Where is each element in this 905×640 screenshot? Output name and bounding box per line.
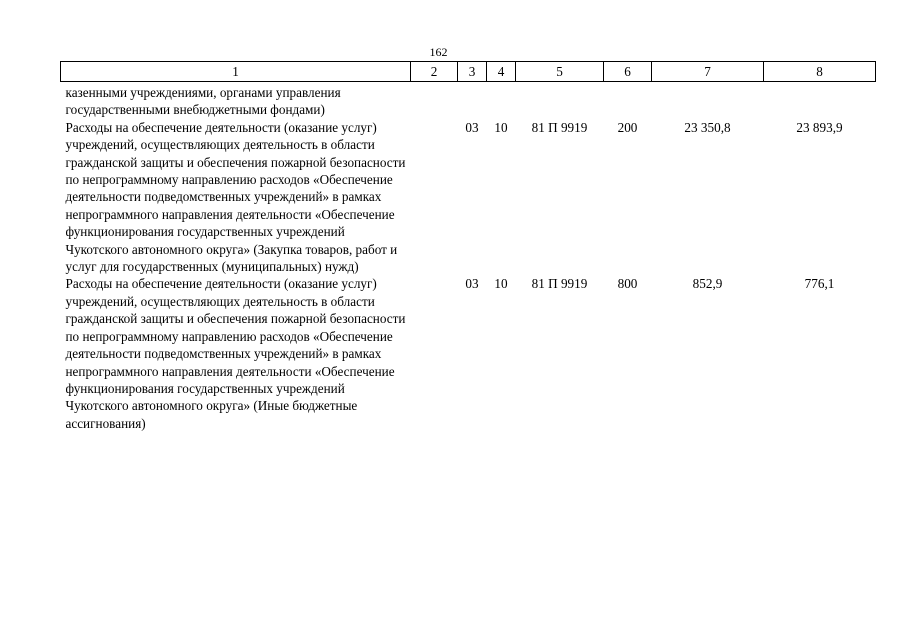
table-row: [61, 82, 876, 119]
row-section: 03: [465, 276, 479, 292]
column-header-6: 6: [604, 62, 652, 82]
table-body: [61, 82, 876, 433]
row-target-code: 81 П 9919: [531, 119, 588, 135]
budget-table: [60, 61, 876, 432]
column-header-4: 4: [487, 62, 516, 82]
column-header-3: 3: [458, 62, 487, 82]
row-expense-type: 200: [617, 119, 638, 135]
table-row: [61, 119, 876, 276]
table-header: [61, 62, 876, 82]
row-subsection: 10: [494, 119, 508, 135]
row-col2: [411, 82, 458, 119]
row-amount-1: 23 350,8: [684, 119, 731, 135]
row-col2: [411, 275, 458, 432]
row-description: Расходы на обеспечение деятельности (оказание услуг) учреждений, осуществляющих деятельность в области гражданской защиты и обеспечения пожарной безопасности по непрограммному направлению расходов «Обеспечение деятельности подведомственных учреждений» в рамках непрограммного направления деятельности «Обеспечение функционирования государственных учреждений Чукотского автономного округа» (Закупка товаров, работ и услуг для государственных (муниципальных) нужд): [65, 119, 406, 275]
page-number: 162: [429, 45, 448, 59]
column-header-8: 8: [764, 62, 876, 82]
row-amount-1: [652, 82, 764, 119]
column-header-2: 2: [411, 62, 458, 82]
row-target-code: 81 П 9919: [531, 276, 588, 292]
row-subsection: 10: [494, 276, 508, 292]
row-subsection: [487, 82, 516, 119]
table-row: [61, 275, 876, 432]
row-section: 03: [465, 119, 479, 135]
row-description: казенными учреждениями, органами управления государственными внебюджетными фондами): [65, 85, 341, 118]
row-description: Расходы на обеспечение деятельности (оказание услуг) учреждений, осуществляющих деятельность в области гражданской защиты и обеспечения пожарной безопасности по непрограммному направлению расходов «Обеспечение деятельности подведомственных учреждений» в рамках непрограммного направления деятельности «Обеспечение функционирования государственных учреждений Чукотского автономного округа» (Иные бюджетные ассигнования): [65, 276, 406, 431]
column-header-5: 5: [516, 62, 604, 82]
column-header-7: 7: [652, 62, 764, 82]
row-col2: [411, 119, 458, 276]
row-expense-type: [604, 82, 652, 119]
row-section: [458, 82, 487, 119]
row-expense-type: 800: [617, 276, 638, 292]
column-header-1: 1: [61, 62, 411, 82]
row-amount-1: 852,9: [692, 276, 723, 292]
row-amount-2: [764, 82, 876, 119]
header-row: [61, 62, 876, 82]
row-amount-2: 776,1: [804, 276, 835, 292]
row-target-code: [516, 82, 604, 119]
row-amount-2: 23 893,9: [796, 119, 843, 135]
